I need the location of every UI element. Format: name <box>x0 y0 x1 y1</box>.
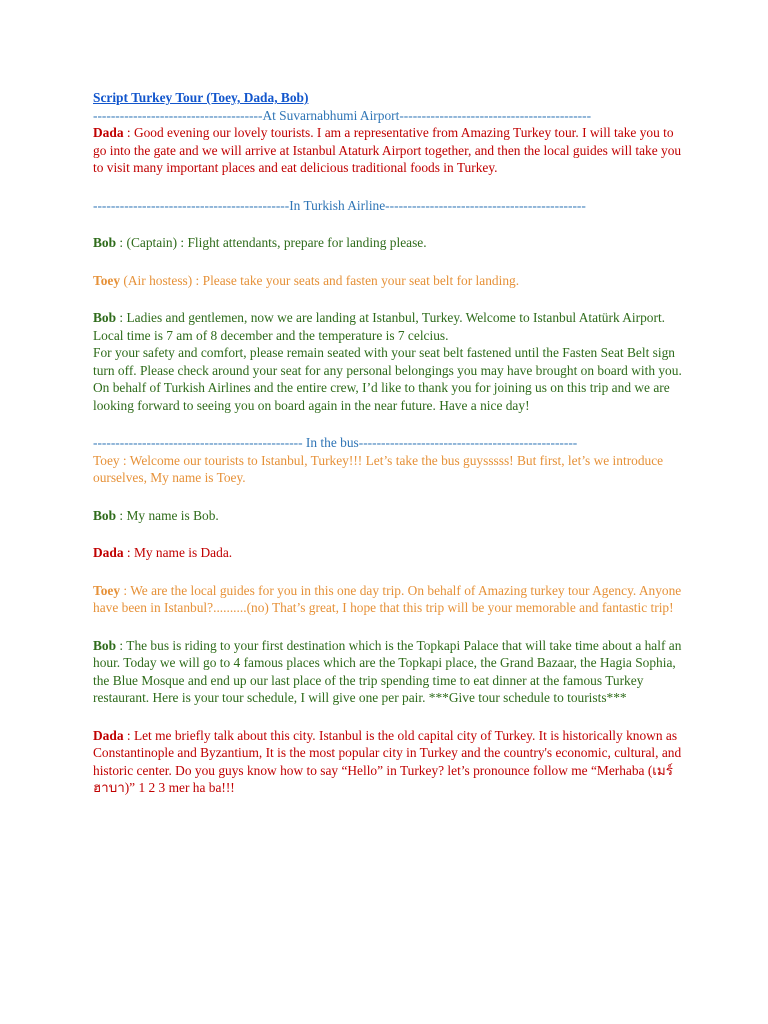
dialogue-line-bob-3 <box>93 507 682 525</box>
dialogue-line-bob-1 <box>93 234 682 252</box>
dialogue-text: (Air hostess) : Please take your seats and fasten your seat belt for landing. <box>123 272 520 288</box>
dialogue-text: We are the local guides for you in this one day trip. On behalf of Amazing turkey tour Agency. Anyone have been in Istanbul?..........(no) That’s great, I hope that this trip will be your memorable and fantastic trip! <box>93 582 682 615</box>
speaker-separator: : <box>123 125 134 140</box>
divider-airline: --------------------------------------------In Turkish Airline--------------------------------------------- <box>93 197 586 213</box>
speaker-name: Bob <box>93 310 117 325</box>
speaker-name: Toey <box>93 452 120 468</box>
divider-bus: ----------------------------------------------- In the bus------------------------------------------------- <box>93 435 578 450</box>
dialogue-line-toey-3 <box>93 582 682 617</box>
dialogue-text: Welcome our tourists to Istanbul, Turkey!!! Let’s take the bus guysssss! But first, let’s we introduce ourselves, My name is Toey. <box>93 452 664 485</box>
speaker-name: Dada <box>93 125 124 140</box>
dialogue-text: My name is Bob. <box>126 507 219 523</box>
speaker-name: Dada <box>93 545 124 560</box>
document-title: Script Turkey Tour (Toey, Dada, Bob) <box>93 90 309 105</box>
dialogue-text: Good evening our lovely tourists. I am a representative from Amazing Turkey tour. I will take you to go into the gate and we will arrive at Istanbul Ataturk Airport together, and then the local guides will take you to visit many important places and eat delicious traditional foods in Turkey. <box>93 125 682 175</box>
speaker-name: Toey <box>93 272 121 288</box>
dialogue-text: Ladies and gentlemen, now we are landing at Istanbul, Turkey. Welcome to Istanbul Atatürk Airport. Local time is 7 am of 8 december and the temperature is 7 celcius. <box>93 310 666 343</box>
speaker-name: Bob <box>93 637 117 653</box>
speaker-name: Dada <box>93 727 124 743</box>
dialogue-line-bob-2 <box>93 309 682 414</box>
speaker-name: Bob <box>93 507 117 523</box>
speaker-separator: : <box>116 235 127 250</box>
dialogue-line-dada-2 <box>93 544 682 562</box>
dialogue-line-bob-4 <box>93 637 682 707</box>
dialogue-line-toey-1 <box>93 272 682 290</box>
speaker-separator: : <box>116 310 127 325</box>
dialogue-line-dada-3 <box>93 727 682 797</box>
dialogue-text: Let me briefly talk about this city. Istanbul is the old capital city of Turkey. It is historically known as Constantinople and Byzantium, It is the most popular city in Turkey and the country's economic, cultural, and historic center. Do you guys know how to say “Hello” in Turkey? let’s pronounce follow me “Merhaba (เมร์ฮาบา)” 1 2 3 mer ha ba!!! <box>93 727 682 795</box>
dialogue-text: The bus is riding to your first destination which is the Topkapi Palace that will take time about a half an hour. Today we will go to 4 famous places which are the Topkapi place, the Grand Bazaar, the Hagia Sophia, the Blue Mosque and end up our last place of the trip spending time to eat dinner at the famous Turkey restaurant. Here is your tour schedule, I will give one per pair. ***Give tour schedule to tourists*** <box>93 637 682 705</box>
dialogue-line-dada-1 <box>93 124 682 177</box>
divider-airport: --------------------------------------At Suvarnabhumi Airport------------------------------------------- <box>93 107 592 123</box>
speaker-separator: : <box>116 507 127 523</box>
speaker-separator: : <box>120 582 131 598</box>
speaker-name: Bob <box>93 235 117 250</box>
dialogue-text: (Captain) : Flight attendants, prepare for landing please. <box>126 235 427 250</box>
speaker-name: Toey <box>93 582 121 598</box>
dialogue-line-toey-2 <box>93 452 682 487</box>
dialogue-text-continued: For your safety and comfort, please remain seated with your seat belt fastened until the Fasten Seat Belt sign turn off. Please check around your seat for any personal belongings you may have brought on board with you. On behalf of Turkish Airlines and the entire crew, I’d like to thank you for joining us on this trip and we are looking forward to seeing you on board again in the near future. Have a nice day! <box>93 345 682 413</box>
speaker-separator: : <box>116 637 127 653</box>
speaker-separator: : <box>123 545 134 560</box>
speaker-separator: : <box>123 727 134 743</box>
dialogue-text: My name is Dada. <box>133 545 233 560</box>
speaker-separator: : <box>119 452 130 468</box>
